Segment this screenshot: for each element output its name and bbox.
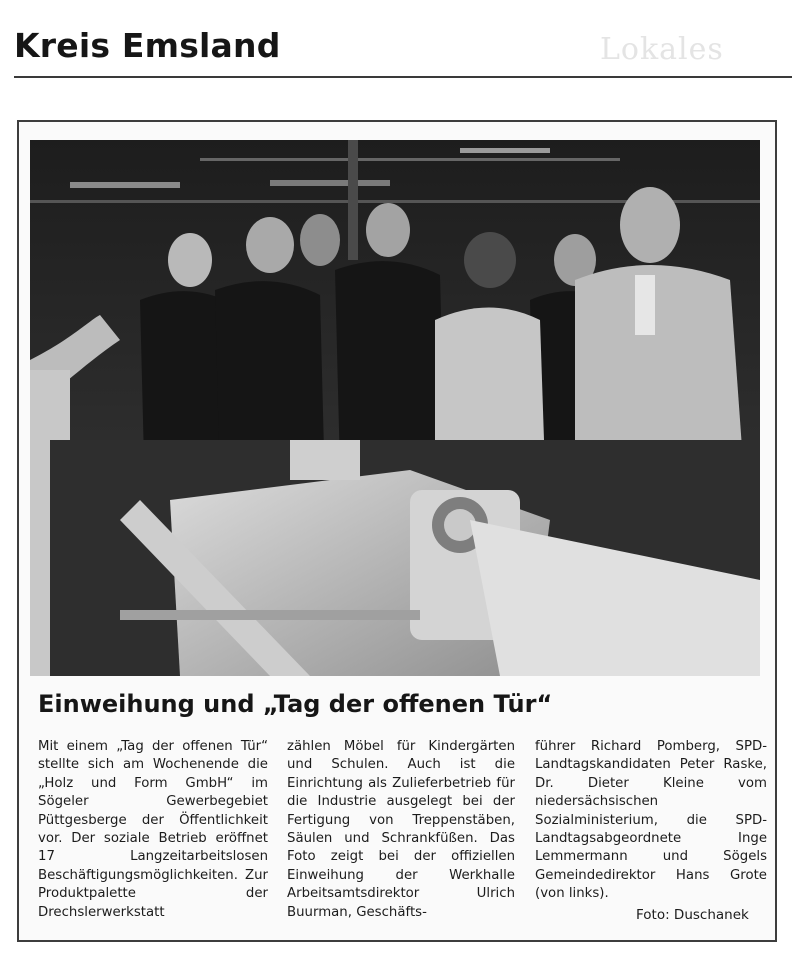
section-title: Kreis Emsland	[14, 26, 281, 65]
column-3-text: führer Richard Pomberg, SPD-Landtagskandidaten Peter Raske, Dr. Dieter Kleine vom niedersächsischen Sozialministerium, die SPD-Landtagsabgeordnete Inge Lemmermann und Sögels Gemeindedirektor Hans Grote (von links).	[535, 739, 767, 902]
bleed-through-text: Lokales	[600, 32, 724, 67]
article-headline: Einweihung und „Tag der offenen Tür“	[38, 690, 553, 718]
column-2-text: zählen Möbel für Kindergärten und Schulen. Auch ist die Einrichtung als Zulieferbetrieb für die Industrie ausgelegt bei der Fertigung von Treppenstäben, Säulen und Schrankfüßen. Das Foto zeigt bei der offiziellen Einweihung der Werkhalle Arbeitsamtsdirektor Ulrich Buurman, Geschäfts-	[287, 739, 515, 920]
article-column-3	[535, 738, 767, 904]
section-divider	[14, 76, 792, 78]
article-photo	[30, 140, 760, 676]
article-column-1	[38, 738, 268, 922]
article-column-2	[287, 738, 515, 922]
column-1-text: Mit einem „Tag der offenen Tür“ stellte sich am Wochenende die „Holz und Form GmbH“ im Sögeler Gewerbegebiet Püttgesberge der Öffentlichkeit vor. Der soziale Betrieb eröffnet 17 Langzeitarbeitslosen Beschäftigungsmöglichkeiten. Zur Produktpalette der Drechslerwerkstatt	[38, 739, 268, 920]
photo-illustration	[30, 140, 760, 676]
photo-credit: Foto: Duschanek	[636, 907, 749, 923]
